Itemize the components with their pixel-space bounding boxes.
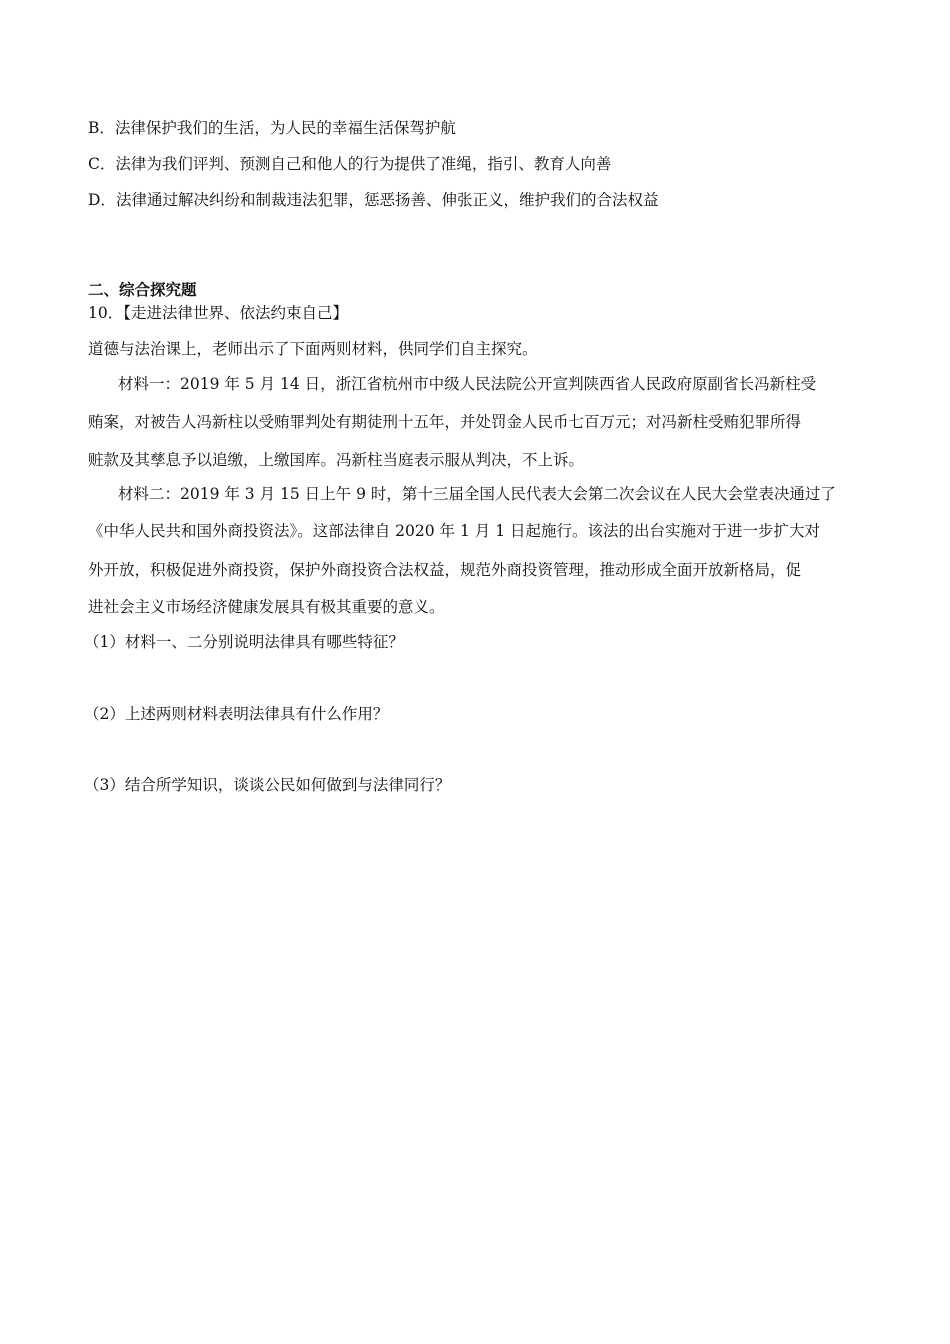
- option-d-letter: D．: [88, 191, 116, 209]
- option-c-letter: C．: [88, 155, 116, 173]
- material1-line-2: 贿案，对被告人冯新柱以受贿罪判处有期徒刑十五年，并处罚金人民币七百万元；对冯新柱受贿犯罪所得: [88, 413, 802, 431]
- option-d: [88, 190, 658, 210]
- question-topic: 【走进法律世界、依法约束自己】: [123, 304, 348, 322]
- question-number: 10．: [88, 304, 124, 322]
- material2-line-2: 《中华人民共和国外商投资法》。这部法律自 2020 年 1 月 1 日起施行。该法的出台实施对于进一步扩大对: [88, 522, 820, 540]
- sub-question-1: （1）材料一、二分别说明法律具有哪些特征？: [84, 633, 404, 651]
- sub-question-3: （3）结合所学知识，谈谈公民如何做到与法律同行？: [84, 776, 451, 794]
- material1-line-1: 材料一：2019 年 5 月 14 日，浙江省杭州市中级人民法院公开宣判陕西省人民政府原副省长冯新柱受: [118, 375, 817, 393]
- sub-question-2: （2）上述两则材料表明法律具有什么作用？: [84, 705, 389, 723]
- option-b-text: 法律保护我们的生活，为人民的幸福生活保驾护航: [114, 119, 456, 137]
- question-intro: 道德与法治课上，老师出示了下面两则材料，供同学们自主探究。: [88, 340, 538, 358]
- material2-line-4: 进社会主义市场经济健康发展具有极其重要的意义。: [88, 598, 445, 616]
- option-c-text: 法律为我们评判、预测自己和他人的行为提供了准绳，指引、教育人向善: [115, 155, 612, 173]
- material2-line-3: 外开放，积极促进外商投资，保护外商投资合法权益，规范外商投资管理，推动形成全面开放新格局，促: [88, 561, 802, 579]
- option-b-letter: B．: [88, 119, 115, 137]
- option-b: [88, 118, 456, 138]
- material1-line-3: 赃款及其孳息予以追缴，上缴国库。冯新柱当庭表示服从判决，不上诉。: [88, 451, 585, 469]
- option-c: [88, 154, 611, 174]
- section-title: 二、综合探究题: [88, 280, 197, 299]
- option-d-text: 法律通过解决纠纷和制裁违法犯罪，惩恶扬善、伸张正义，维护我们的合法权益: [115, 191, 659, 209]
- material2-line-1: 材料二：2019 年 3 月 15 日上午 9 时，第十三届全国人民代表大会第二次会议在人民大会堂表决通过了: [118, 485, 836, 503]
- question-10-header: [88, 303, 348, 323]
